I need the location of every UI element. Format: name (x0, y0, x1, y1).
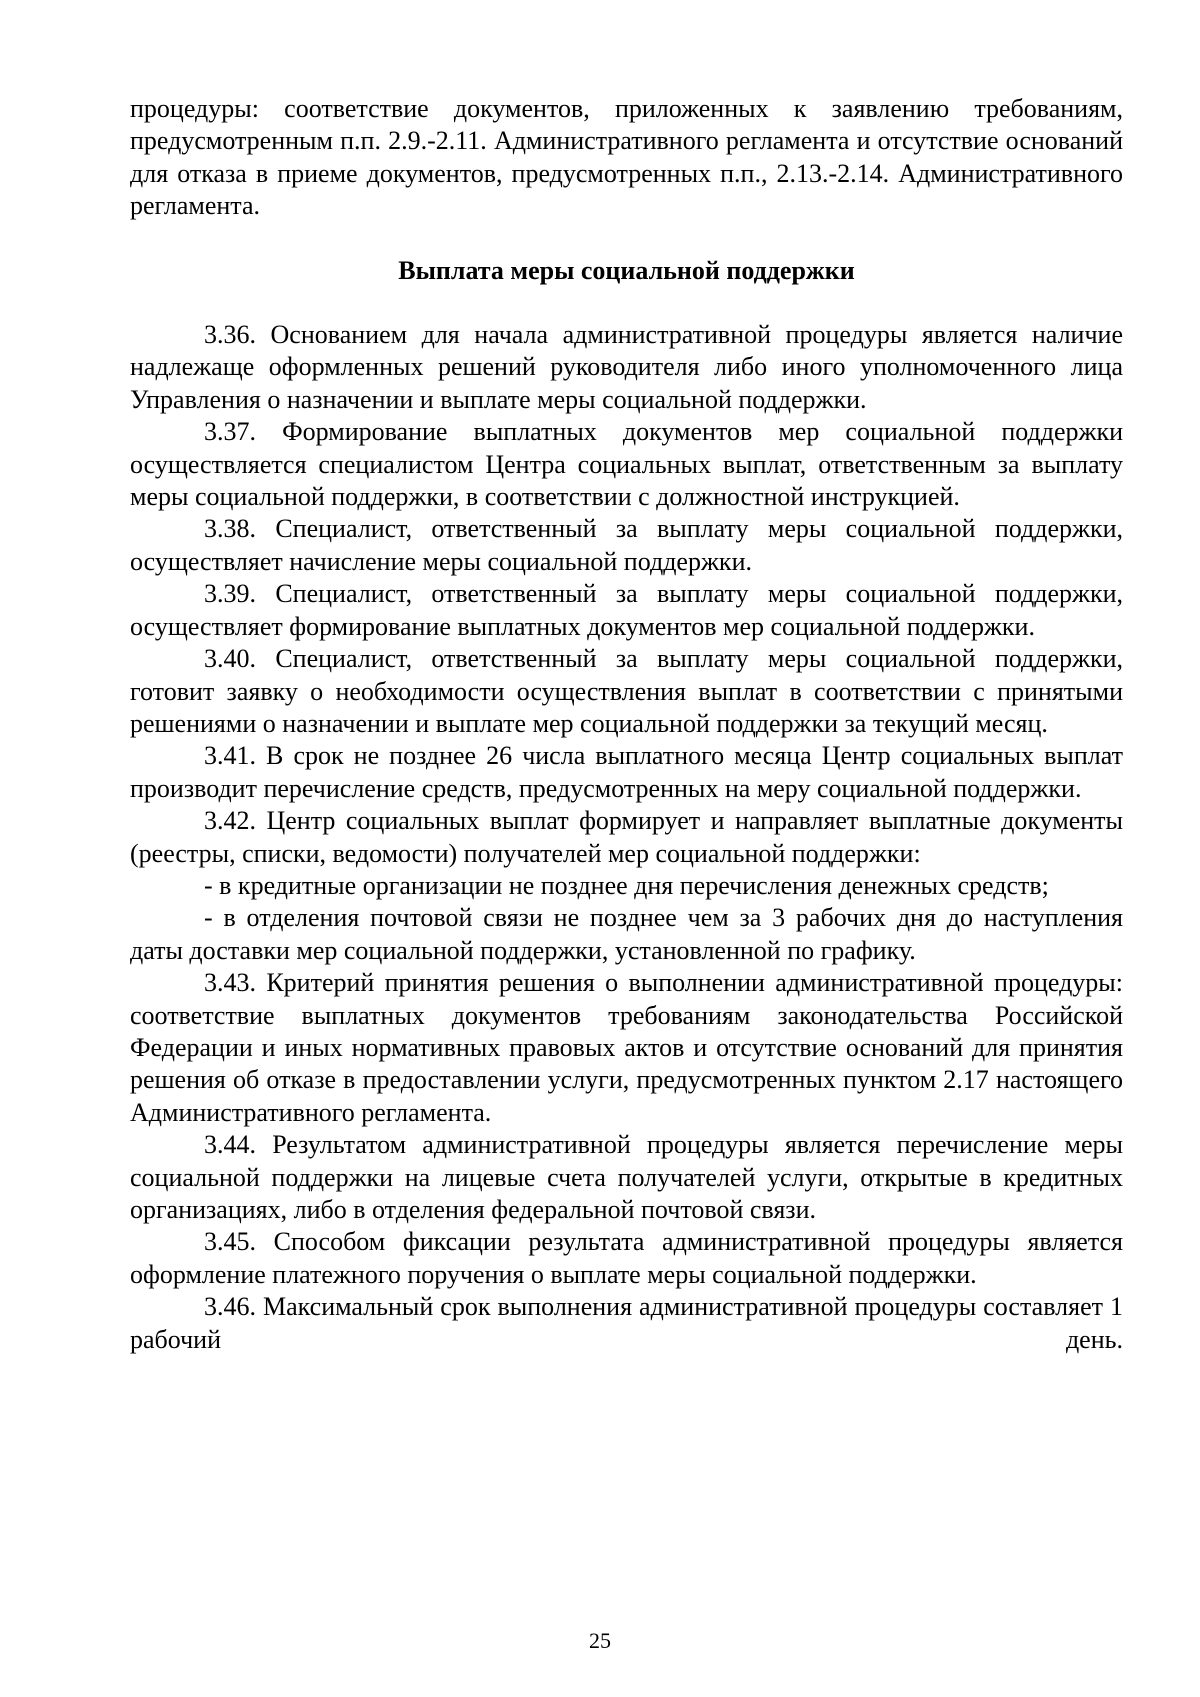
paragraph-3-38: 3.38. Специалист, ответственный за выплату меры социальной поддержки, осуществляет начисление меры социальной поддержки. (130, 514, 1123, 576)
list-item-post-offices: - в отделения почтовой связи не позднее чем за 3 рабочих дня до наступления даты доставки мер социальной поддержки, установленной по графику. (130, 903, 1123, 965)
intro-paragraph: процедуры: соответствие документов, приложенных к заявлению требованиям, предусмотренным п.п. 2.9.-2.11. Административного регламента и отсутствие оснований для отказа в приеме документов, предусмотренных п.п., 2.13.-2.14. Административного регламента. (130, 94, 1123, 221)
paragraph-3-43: 3.43. Критерий принятия решения о выполнении административной процедуры: соответствие выплатных документов требованиям законодательства Российской Федерации и иных нормативных правовых актов и отсутствие оснований для принятия решения об отказе в предоставлении услуги, предусмотренных пунктом 2.17 настоящего Административного регламента. (130, 968, 1123, 1127)
paragraph-3-40: 3.40. Специалист, ответственный за выплату меры социальной поддержки, готовит заявку о необходимости осуществления выплат в соответствии с принятыми решениями о назначении и выплате мер социальной поддержки за текущий месяц. (130, 644, 1123, 738)
section-heading: Выплата меры социальной поддержки (398, 255, 855, 285)
page-number: 25 (589, 1628, 611, 1653)
paragraph-3-37: 3.37. Формирование выплатных документов мер социальной поддержки осуществляется специалистом Центра социальных выплат, ответственным за выплату меры социальной поддержки, в соответствии с должностной инструкцией. (130, 417, 1123, 512)
paragraph-3-36: 3.36. Основанием для начала административной процедуры является наличие надлежаще оформленных решений руководителя либо иного уполномоченного лица Управления о назначении и выплате меры социальной поддержки. (130, 320, 1123, 414)
paragraph-3-45: 3.45. Способом фиксации результата административной процедуры является оформление платежного поручения о выплате меры социальной поддержки. (130, 1227, 1123, 1289)
paragraph-3-39: 3.39. Специалист, ответственный за выплату меры социальной поддержки, осуществляет формирование выплатных документов мер социальной поддержки. (130, 579, 1123, 641)
paragraph-3-44: 3.44. Результатом административной процедуры является перечисление меры социальной поддержки на лицевые счета получателей услуги, открытые в кредитных организациях, либо в отделения федеральной почтовой связи. (130, 1130, 1123, 1224)
paragraph-3-41: 3.41. В срок не позднее 26 числа выплатного месяца Центр социальных выплат производит перечисление средств, предусмотренных на меру социальной поддержки. (130, 741, 1123, 803)
paragraph-3-42: 3.42. Центр социальных выплат формирует и направляет выплатные документы (реестры, списки, ведомости) получателей мер социальной поддержки: (130, 806, 1123, 868)
paragraph-3-46: 3.46. Максимальный срок выполнения административной процедуры составляет 1 рабочий день. (130, 1292, 1123, 1354)
list-item-credit-organizations: - в кредитные организации не позднее дня перечисления денежных средств; (204, 870, 1049, 900)
document-page (130, 93, 1123, 1356)
